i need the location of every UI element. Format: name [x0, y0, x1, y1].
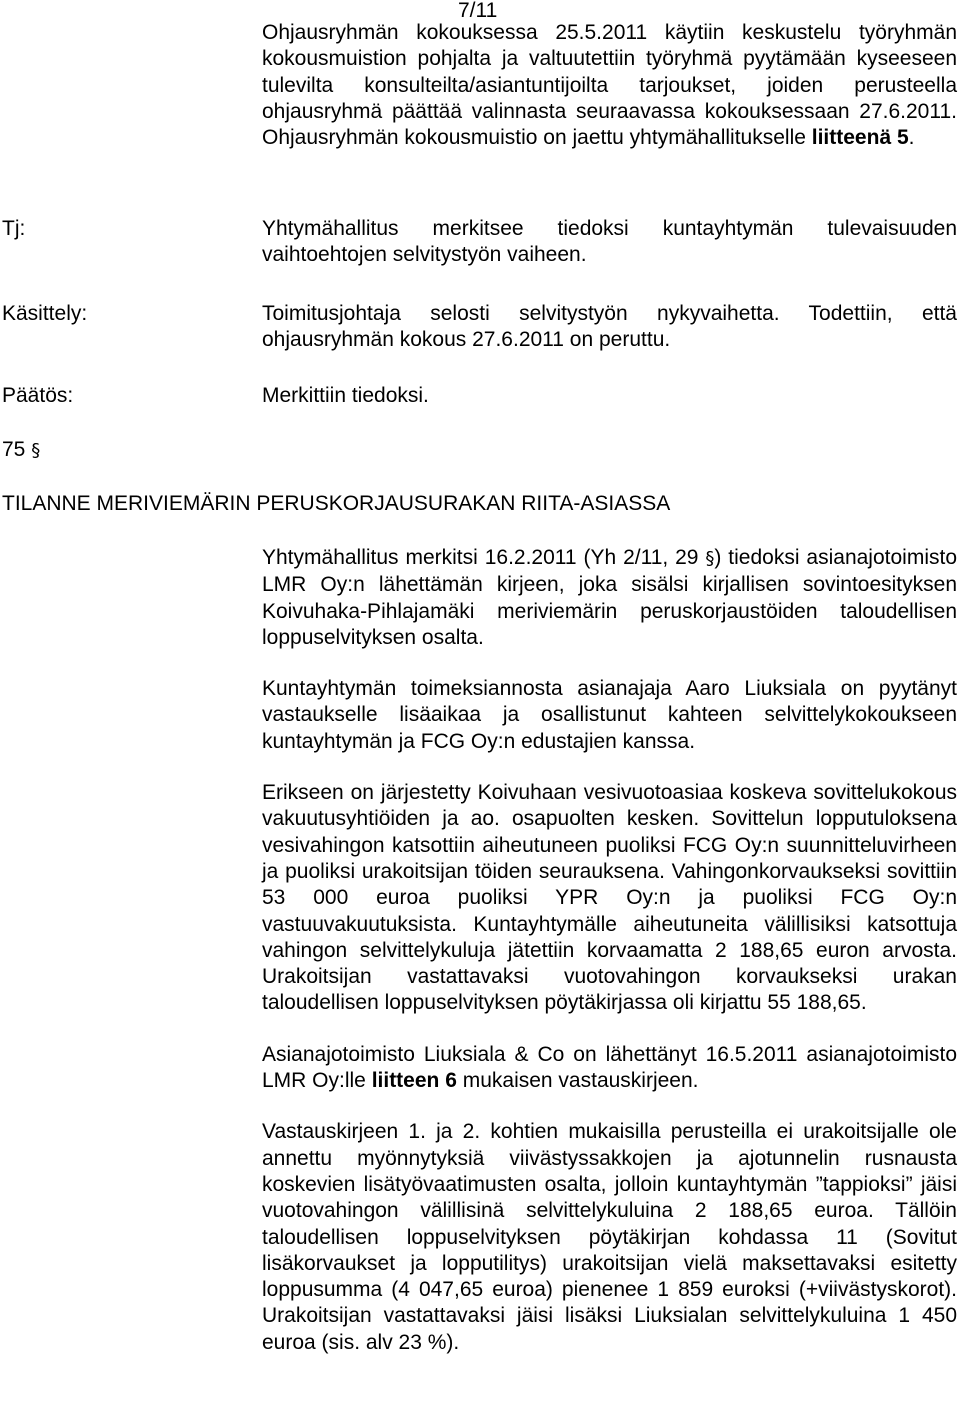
tj-text: Yhtymähallitus merkitsee tiedoksi kuntayhtymän tulevaisuuden vaihtoehtojen selvitystyön vaiheen.: [262, 217, 957, 267]
intro-text: Ohjausryhmän kokouksessa 25.5.2011 käytiin keskustelu työryhmän kokousmuistion pohjalta ja valtuutettiin työryhmä pyytämään kyseeseen tulevilta konsulteilta/asiantuntijoilta tarjoukset, joiden perusteella ohjausryhmä päättää valinnasta seuraavassa kokouksessaan 27.6.2011. Ohjausryhmän kokousmuistio on jaettu yhtymähallitukselle: [262, 21, 957, 150]
p4-text-b: mukaisen vastauskirjeen.: [456, 1069, 699, 1093]
p1-section-symbol: §: [705, 548, 715, 569]
p4-text-a: Asianajotoimisto Liuksiala & Co on lähettänyt 16.5.2011 asianajotoimisto LMR Oy:lle: [262, 1042, 957, 1093]
p4-attachment-ref: liitteen 6: [371, 1069, 457, 1093]
intro-paragraph: [262, 20, 957, 151]
body-paragraph-3: Erikseen on järjestetty Koivuhaan vesivuotoasiaa koskeva sovittelukokous vakuutusyhtiöiden ja ao. osapuolten kesken. Sovittelun lopputuloksena vesivahingon katsottiin aiheutuneen puoliksi FCG Oy:n suunnitteluvirheen ja puoliksi urakoitsijan töiden seurauksena. Vahingonkorvaukseksi sovittiin 53 000 euroa puoliksi YPR Oy:n ja puoliksi FCG Oy:n vastuuvakuutuksista. Kuntayhtymälle aiheutuneita välillisiksi katsottuja vahingon selvittelykuluja jätettiin korvaamatta 2 188,65 euron arvosta. Urakoitsijan vastattavaksi vuotovahingon korvaukseksi urakan taloudellisen loppuselvityksen pöytäkirjassa oli kirjattu 55 188,65.: [262, 781, 957, 1015]
section-title: TILANNE MERIVIEMÄRIN PERUSKORJAUSURAKAN RIITA-ASIASSA: [2, 492, 671, 515]
intro-attachment-ref: liitteenä 5: [811, 126, 909, 150]
kasittely-label: Käsittely:: [2, 302, 88, 325]
body-paragraph-1: [262, 545, 957, 651]
section-symbol: §: [31, 440, 41, 461]
paatos-text: Merkittiin tiedoksi.: [262, 384, 429, 407]
body-paragraph-4: [262, 1042, 957, 1095]
section-number-value: 75: [2, 438, 26, 461]
body-paragraph-5: Vastauskirjeen 1. ja 2. kohtien mukaisilla perusteilla ei urakoitsijalle ole annettu myönnytyksiä viivästyssakkojen ja ajotunnelin rusnausta koskevien lisätyövaatimusten osalta, jolloin kuntayhtymän ”tappioksi” jäisi vuotovahingon välillisinä selvittelykuluina 2 188,65 euroa. Tällöin taloudellisen loppuselvityksen pöytäkirjan kohdassa 11 (Sovitut lisäkorvaukset ja lopputilitys) urakoitsijan vielä maksettavaksi esitetty loppusumma (4 047,65 euroa) pienenee 1 859 euroksi (+viivästyskorot). Urakoitsijan vastattavaksi jäisi lisäksi Liuksialan selvittelykuluina 1 450 euroa (sis. alv 23 %).: [262, 1120, 957, 1354]
p1-text-b: ) tiedoksi asianajotoimisto LMR Oy:n lähettämän kirjeen, joka sisälsi kirjallisen sovintoesityksen Koivuhaka-Pihlajamäki meriviemärin peruskorjaustöiden taloudellisen loppuselvityksen osalta.: [262, 546, 957, 649]
p1-text-a: Yhtymähallitus merkitsi 16.2.2011 (Yh 2/11, 29: [262, 546, 706, 569]
intro-end: .: [908, 126, 915, 150]
body-paragraph-2: Kuntayhtymän toimeksiannosta asianajaja Aaro Liuksiala on pyytänyt vastaukselle lisäaikaa ja osallistunut kahteen selvittelykokoukseen kuntayhtymän ja FCG Oy:n edustajien kanssa.: [262, 677, 957, 753]
paatos-label: Päätös:: [2, 384, 74, 407]
section-number: [2, 437, 40, 464]
kasittely-text: Toimitusjohtaja selosti selvitystyön nykyvaihetta. Todettiin, että ohjausryhmän kokous 27.6.2011 on peruttu.: [262, 302, 957, 352]
tj-label: Tj:: [2, 217, 26, 240]
page-number: 7/11: [458, 0, 498, 22]
body-text: [262, 545, 957, 1356]
